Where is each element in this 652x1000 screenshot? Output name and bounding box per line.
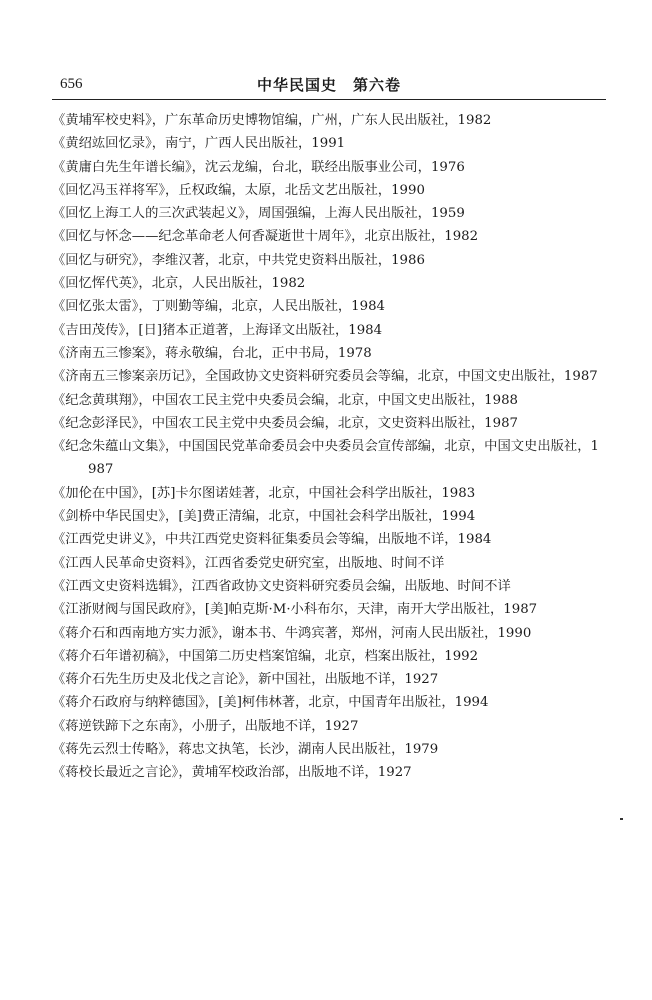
bibliography-entry: 《黄庸白先生年谱长编》，沈云龙编，台北，联经出版事业公司，1976 <box>52 159 465 175</box>
bibliography-entry: 《蒋介石政府与纳粹德国》，[美]柯伟林著，北京，中国青年出版社，1994 <box>52 695 489 711</box>
scan-speck <box>620 818 623 820</box>
bibliography-entry: 《济南五三惨案》，蒋永敬编，台北，正中书局，1978 <box>52 345 372 361</box>
bibliography-entry: 《回忆冯玉祥将军》，丘权政编，太原，北岳文艺出版社，1990 <box>52 182 425 198</box>
bibliography-entry: 《纪念朱蕴山文集》，中国国民党革命委员会中央委员会宣传部编，北京，中国文史出版社，1987 <box>52 439 599 478</box>
bibliography-entry: 《纪念黄琪翔》，中国农工民主党中央委员会编，北京，中国文史出版社，1988 <box>52 392 518 408</box>
bibliography-entry: 《纪念彭泽民》，中国农工民主党中央委员会编，北京，文史资料出版社，1987 <box>52 415 518 431</box>
bibliography-entry: 《江西文史资料选辑》，江西省政协文史资料研究委员会编，出版地、时间不详 <box>52 578 511 594</box>
bibliography-entry: 《江西人民革命史资料》，江西省委党史研究室，出版地、时间不详 <box>52 555 445 571</box>
bibliography-entry: 《蒋介石先生历史及北伐之言论》，新中国社，出版地不详，1927 <box>52 672 439 688</box>
bibliography-entry: 《江浙财阀与国民政府》，[美]帕克斯·M·小科布尔，天津，南开大学出版社，1987 <box>52 602 538 618</box>
bibliography-entry: 《蒋先云烈士传略》，蒋忠文执笔，长沙，湖南人民出版社，1979 <box>52 742 439 758</box>
bibliography-entry: 《回忆恽代英》，北京，人民出版社，1982 <box>52 276 306 292</box>
bibliography-entry: 《黄绍竑回忆录》，南宁，广西人民出版社，1991 <box>52 136 346 152</box>
bibliography-entry: 《加伦在中国》，[苏]卡尔图诺娃著，北京，中国社会科学出版社，1983 <box>52 485 476 501</box>
bibliography-entry: 《回忆上海工人的三次武装起义》，周国强编，上海人民出版社，1959 <box>52 206 465 222</box>
bibliography-entry: 《蒋逆铁蹄下之东南》，小册子，出版地不详，1927 <box>52 718 359 734</box>
running-title: 中华民国史 第六卷 <box>256 76 401 94</box>
bibliography-entry: 《蒋介石和西南地方实力派》，谢本书、牛鸿宾著，郑州，河南人民出版社，1990 <box>52 625 532 641</box>
bibliography-list <box>52 109 600 785</box>
bibliography-entry: 《江西党史讲义》，中共江西党史资料征集委员会等编，出版地不详，1984 <box>52 532 492 548</box>
header-rule <box>52 99 606 100</box>
bibliography-entry: 《吉田茂传》，[日]猪本正道著，上海译文出版社，1984 <box>52 322 383 338</box>
bibliography-entry: 《回忆与研究》，李维汉著，北京，中共党史资料出版社，1986 <box>52 252 425 268</box>
bibliography-entry: 《蒋介石年谱初稿》，中国第二历史档案馆编，北京，档案出版社，1992 <box>52 648 479 664</box>
bibliography-entry: 《黄埔军校史料》，广东革命历史博物馆编，广州，广东人民出版社，1982 <box>52 113 492 128</box>
bibliography-entry: 《济南五三惨案亲历记》，全国政协文史资料研究委员会等编，北京，中国文史出版社，1987 <box>52 369 598 385</box>
bibliography-entry: 《回忆张太雷》，丁则勤等编，北京，人民出版社，1984 <box>52 299 386 315</box>
page-header <box>52 72 606 98</box>
bibliography-entry: 《剑桥中华民国史》，[美]费正清编，北京，中国社会科学出版社，1994 <box>52 509 476 525</box>
bibliography-entry: 《蒋校长最近之言论》，黄埔军校政治部，出版地不详，1927 <box>52 765 412 781</box>
bibliography-entry: 《回忆与怀念——纪念革命老人何香凝逝世十周年》，北京出版社，1982 <box>52 229 479 245</box>
page-number: 656 <box>60 76 83 92</box>
